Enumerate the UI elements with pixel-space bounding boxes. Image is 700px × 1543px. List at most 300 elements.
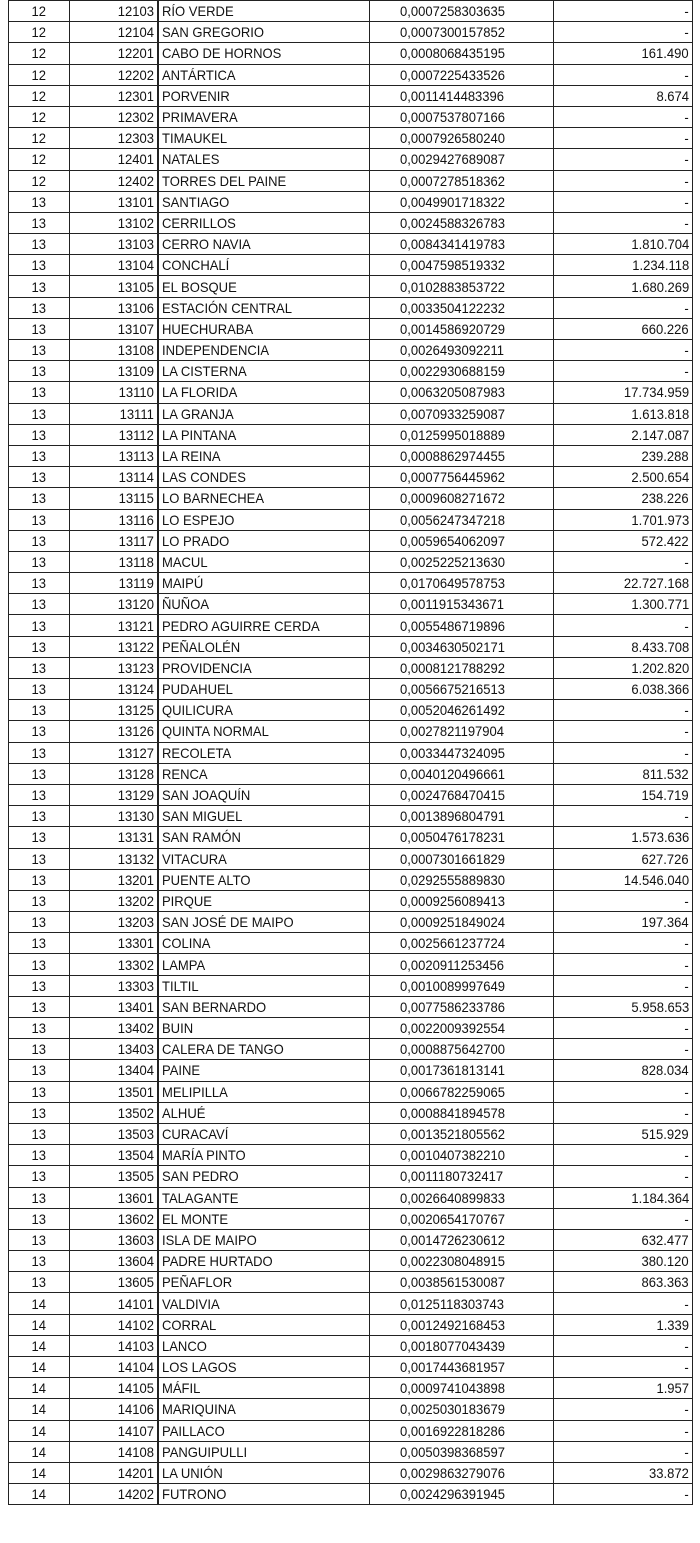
amount-cell [554,827,693,848]
coefficient-text: 0,0011414483396 [400,87,505,104]
region-text: 13 [31,1083,47,1100]
commune-code-text: 13116 [118,511,154,528]
commune-name-cell [158,234,370,255]
coefficient-cell [370,742,554,763]
commune-name-cell [158,848,370,869]
commune-name-cell [158,1314,370,1335]
table-row [9,763,693,784]
commune-name-cell [158,1229,370,1250]
amount-cell [554,467,693,488]
commune-name-cell [158,403,370,424]
region-cell [9,318,70,339]
region-cell [9,975,70,996]
coefficient-cell [370,1039,554,1060]
coefficient-cell [370,763,554,784]
commune-name-text: LA FLORIDA [162,384,238,401]
region-cell [9,64,70,85]
coefficient-cell [370,445,554,466]
amount-cell [554,1378,693,1399]
amount-text: 1.339 [656,1316,689,1333]
commune-name-text: CALERA DE TANGO [162,1041,284,1058]
region-cell [9,1378,70,1399]
region-text: 13 [31,278,47,295]
amount-text: - [684,1104,689,1121]
commune-name-text: PAILLACO [162,1422,225,1439]
commune-name-cell [158,827,370,848]
commune-code-text: 13601 [117,1189,154,1206]
amount-cell [554,43,693,64]
commune-code-cell [70,64,159,85]
commune-name-text: ANTÁRTICA [162,66,236,83]
commune-name-cell [158,1018,370,1039]
amount-cell [554,1272,693,1293]
table-row [9,657,693,678]
coefficient-cell [370,530,554,551]
amount-text: 572.422 [641,532,689,549]
amount-cell [554,763,693,784]
commune-coefficient-table [8,0,693,1505]
amount-cell [554,382,693,403]
coefficient-cell [370,1251,554,1272]
commune-name-text: ALHUÉ [162,1104,206,1121]
coefficient-text: 0,0025225213630 [400,553,506,570]
commune-name-text: TILTIL [162,977,199,994]
region-text: 14 [31,1486,47,1503]
region-cell [9,763,70,784]
region-cell [9,721,70,742]
amount-text: 515.929 [641,1126,689,1143]
region-text: 13 [31,469,47,486]
amount-cell [554,276,693,297]
commune-code-text: 13101 [117,193,154,210]
region-text: 13 [31,384,47,401]
commune-name-cell [158,1335,370,1356]
commune-code-cell [70,742,159,763]
commune-code-cell [70,1166,159,1187]
coefficient-text: 0,0010407382210 [400,1147,506,1164]
amount-text: 239.288 [641,448,689,465]
region-text: 13 [31,1274,47,1291]
region-cell [9,106,70,127]
region-cell [9,954,70,975]
region-cell [9,1102,70,1123]
amount-text: - [684,1337,689,1354]
coefficient-cell [370,827,554,848]
table-row [9,1357,693,1378]
coefficient-cell [370,382,554,403]
coefficient-text: 0,0049901718322 [400,193,506,210]
coefficient-text: 0,0025661237724 [400,935,506,952]
coefficient-text: 0,0056247347218 [400,511,506,528]
coefficient-text: 0,0014586920729 [400,320,506,337]
commune-code-text: 13404 [117,1062,154,1079]
coefficient-text: 0,0007926580240 [400,130,506,147]
amount-cell [554,594,693,615]
commune-name-cell [158,1145,370,1166]
commune-code-text: 13602 [117,1210,154,1227]
coefficient-cell [370,912,554,933]
amount-cell [554,1420,693,1441]
amount-text: - [684,702,689,719]
table-row [9,255,693,276]
region-cell [9,488,70,509]
region-cell [9,933,70,954]
commune-name-cell [158,340,370,361]
commune-name-text: FUTRONO [162,1486,227,1503]
region-text: 14 [31,1359,47,1376]
commune-name-text: NATALES [162,151,220,168]
coefficient-cell [370,1420,554,1441]
commune-code-text: 13129 [117,787,154,804]
coefficient-text: 0,0026493092211 [400,342,505,359]
commune-name-cell [158,1166,370,1187]
amount-cell [554,22,693,43]
coefficient-cell [370,1081,554,1102]
commune-code-cell [70,1462,159,1483]
coefficient-text: 0,0125995018889 [400,426,506,443]
commune-code-cell [70,657,159,678]
commune-name-cell [158,1462,370,1483]
commune-name-cell [158,551,370,572]
coefficient-cell [370,488,554,509]
region-cell [9,467,70,488]
commune-code-cell [70,276,159,297]
coefficient-text: 0,0125118303743 [400,1295,505,1312]
commune-code-text: 14108 [117,1443,154,1460]
region-text: 12 [31,130,47,147]
commune-name-text: BUIN [162,1020,194,1037]
region-cell [9,869,70,890]
coefficient-cell [370,1357,554,1378]
commune-name-text: LAS CONDES [162,469,246,486]
commune-name-cell [158,742,370,763]
commune-code-text: 13105 [117,278,154,295]
region-cell [9,1,70,22]
commune-code-text: 13403 [117,1041,154,1058]
commune-code-cell [70,636,159,657]
commune-code-cell [70,594,159,615]
amount-text: 22.727.168 [623,575,689,592]
region-cell [9,234,70,255]
coefficient-cell [370,784,554,805]
coefficient-text: 0,0056675216513 [400,681,506,698]
region-text: 13 [31,596,47,613]
commune-code-text: 13103 [117,236,154,253]
amount-text: 863.363 [641,1274,689,1291]
commune-name-text: SAN GREGORIO [162,24,265,41]
commune-code-cell [70,763,159,784]
commune-name-text: PADRE HURTADO [162,1253,273,1270]
region-text: 13 [31,1062,47,1079]
commune-name-cell [158,1208,370,1229]
commune-name-text: CABO DE HORNOS [162,45,282,62]
region-cell [9,1484,70,1505]
amount-cell [554,424,693,445]
commune-code-cell [70,1145,159,1166]
commune-name-text: CERRILLOS [162,214,236,231]
commune-name-cell [158,1272,370,1293]
region-text: 13 [31,638,47,655]
commune-name-cell [158,1399,370,1420]
amount-cell [554,912,693,933]
coefficient-text: 0,0024588326783 [400,214,506,231]
region-text: 13 [31,956,47,973]
region-text: 13 [31,1189,47,1206]
coefficient-text: 0,0007537807166 [400,109,506,126]
table-row [9,806,693,827]
table-row [9,1,693,22]
amount-cell [554,869,693,890]
commune-name-cell [158,191,370,212]
amount-text: - [684,1443,689,1460]
commune-code-text: 13124 [117,681,154,698]
commune-code-text: 12401 [117,151,154,168]
region-cell [9,912,70,933]
table-row [9,1039,693,1060]
coefficient-cell [370,1,554,22]
amount-text: - [684,956,689,973]
commune-code-cell [70,424,159,445]
region-text: 14 [31,1316,47,1333]
commune-name-cell [158,763,370,784]
amount-cell [554,1123,693,1144]
table-row [9,1462,693,1483]
commune-name-text: CONCHALÍ [162,257,230,274]
amount-cell [554,933,693,954]
commune-name-cell [158,43,370,64]
table-row [9,954,693,975]
commune-name-cell [158,869,370,890]
region-text: 13 [31,342,47,359]
table-row [9,234,693,255]
amount-cell [554,996,693,1017]
commune-code-cell [70,1251,159,1272]
region-text: 12 [31,3,47,20]
commune-name-text: QUINTA NORMAL [162,723,269,740]
commune-name-text: LA CISTERNA [162,363,247,380]
region-text: 13 [31,765,47,782]
amount-text: - [684,109,689,126]
region-cell [9,445,70,466]
coefficient-cell [370,954,554,975]
coefficient-text: 0,0007278518362 [400,172,506,189]
commune-code-text: 12302 [117,109,154,126]
coefficient-text: 0,0084341419783 [400,236,506,253]
commune-name-text: ÑUÑOA [162,596,210,613]
commune-code-cell [70,170,159,191]
coefficient-text: 0,0052046261492 [400,702,506,719]
amount-text: - [684,1401,689,1418]
table-row [9,445,693,466]
region-cell [9,1039,70,1060]
coefficient-text: 0,0059654062097 [400,532,506,549]
commune-code-cell [70,1420,159,1441]
commune-code-text: 13130 [117,808,154,825]
commune-name-cell [158,1378,370,1399]
commune-code-text: 12303 [117,130,154,147]
table-row [9,1272,693,1293]
commune-name-text: ISLA DE MAIPO [162,1231,257,1248]
amount-text: - [684,1083,689,1100]
table-row [9,106,693,127]
commune-code-cell [70,1314,159,1335]
commune-code-text: 13115 [118,490,154,507]
commune-name-text: PEÑAFLOR [162,1274,233,1291]
commune-name-cell [158,1420,370,1441]
commune-code-text: 12104 [117,24,154,41]
region-text: 14 [31,1422,47,1439]
coefficient-text: 0,0007225433526 [400,66,506,83]
commune-code-cell [70,1081,159,1102]
table-row [9,1378,693,1399]
table-row [9,700,693,721]
coefficient-text: 0,0009256089413 [400,892,506,909]
commune-code-text: 13202 [117,892,154,909]
amount-text: 1.680.269 [631,278,689,295]
commune-code-text: 13201 [117,871,154,888]
commune-name-cell [158,467,370,488]
commune-code-cell [70,106,159,127]
commune-name-text: PANGUIPULLI [162,1443,248,1460]
commune-code-text: 13401 [117,998,154,1015]
region-text: 12 [31,109,47,126]
commune-code-cell [70,1229,159,1250]
commune-code-text: 13118 [118,553,154,570]
table-row [9,1293,693,1314]
table-row [9,1166,693,1187]
amount-cell [554,85,693,106]
commune-code-cell [70,996,159,1017]
commune-code-text: 14104 [117,1359,154,1376]
commune-code-text: 14102 [117,1316,154,1333]
commune-name-text: PUDAHUEL [162,681,233,698]
amount-text: 2.500.654 [631,469,689,486]
table-row [9,297,693,318]
commune-code-text: 14201 [117,1465,154,1482]
coefficient-text: 0,0011915343671 [400,596,505,613]
table-row [9,212,693,233]
commune-code-cell [70,806,159,827]
amount-cell [554,488,693,509]
region-text: 13 [31,575,47,592]
coefficient-cell [370,361,554,382]
commune-code-cell [70,869,159,890]
commune-name-text: LOS LAGOS [162,1359,237,1376]
amount-cell [554,1462,693,1483]
region-text: 13 [31,1041,47,1058]
amount-cell [554,806,693,827]
coefficient-cell [370,1208,554,1229]
commune-code-cell [70,255,159,276]
amount-cell [554,1208,693,1229]
commune-name-text: PORVENIR [162,87,230,104]
coefficient-cell [370,424,554,445]
commune-code-cell [70,1018,159,1039]
region-cell [9,1208,70,1229]
region-text: 12 [31,151,47,168]
coefficient-cell [370,1378,554,1399]
coefficient-text: 0,0022930688159 [400,363,506,380]
commune-code-text: 13604 [117,1253,154,1270]
amount-cell [554,1357,693,1378]
amount-cell [554,1335,693,1356]
coefficient-cell [370,191,554,212]
amount-text: 8.674 [656,87,689,104]
commune-name-text: VITACURA [162,850,227,867]
amount-cell [554,573,693,594]
table-row [9,573,693,594]
commune-code-text: 13503 [117,1126,154,1143]
commune-name-cell [158,1102,370,1123]
region-cell [9,1357,70,1378]
commune-code-cell [70,1378,159,1399]
commune-code-cell [70,85,159,106]
region-cell [9,890,70,911]
amount-cell [554,149,693,170]
amount-cell [554,445,693,466]
region-cell [9,1462,70,1483]
region-cell [9,996,70,1017]
amount-text: 6.038.366 [631,681,689,698]
commune-code-text: 13505 [117,1168,154,1185]
table-row [9,361,693,382]
amount-text: 238.226 [641,490,689,507]
table-row [9,1145,693,1166]
amount-text: 1.613.818 [631,405,689,422]
table-row [9,1208,693,1229]
commune-name-text: PEDRO AGUIRRE CERDA [162,617,320,634]
amount-cell [554,721,693,742]
commune-name-cell [158,573,370,594]
region-text: 13 [31,1210,47,1227]
amount-cell [554,255,693,276]
amount-text: 161.490 [641,45,689,62]
amount-cell [554,403,693,424]
coefficient-text: 0,0050398368597 [400,1443,506,1460]
coefficient-text: 0,0029427689087 [400,151,506,168]
amount-text: 1.300.771 [631,596,689,613]
amount-text: 1.810.704 [631,236,689,253]
region-text: 13 [31,236,47,253]
coefficient-text: 0,0007301661829 [400,850,506,867]
commune-code-text: 13131 [117,829,154,846]
commune-name-cell [158,128,370,149]
amount-text: - [684,977,689,994]
commune-name-text: CURACAVÍ [162,1126,229,1143]
amount-cell [554,1484,693,1505]
amount-text: 632.477 [641,1231,689,1248]
commune-code-text: 13104 [117,257,154,274]
region-text: 13 [31,977,47,994]
commune-name-cell [158,64,370,85]
commune-name-text: SANTIAGO [162,193,230,210]
region-cell [9,403,70,424]
table-row [9,467,693,488]
coefficient-text: 0,0055486719896 [400,617,506,634]
commune-name-text: MARÍA PINTO [162,1147,246,1164]
commune-name-cell [158,615,370,636]
commune-code-cell [70,1357,159,1378]
table-row [9,1420,693,1441]
region-text: 13 [31,681,47,698]
coefficient-text: 0,0009251849024 [400,914,506,931]
coefficient-cell [370,22,554,43]
coefficient-cell [370,1441,554,1462]
commune-name-text: MELIPILLA [162,1083,228,1100]
amount-text: - [684,935,689,952]
amount-text: 1.701.973 [631,511,689,528]
region-text: 13 [31,702,47,719]
